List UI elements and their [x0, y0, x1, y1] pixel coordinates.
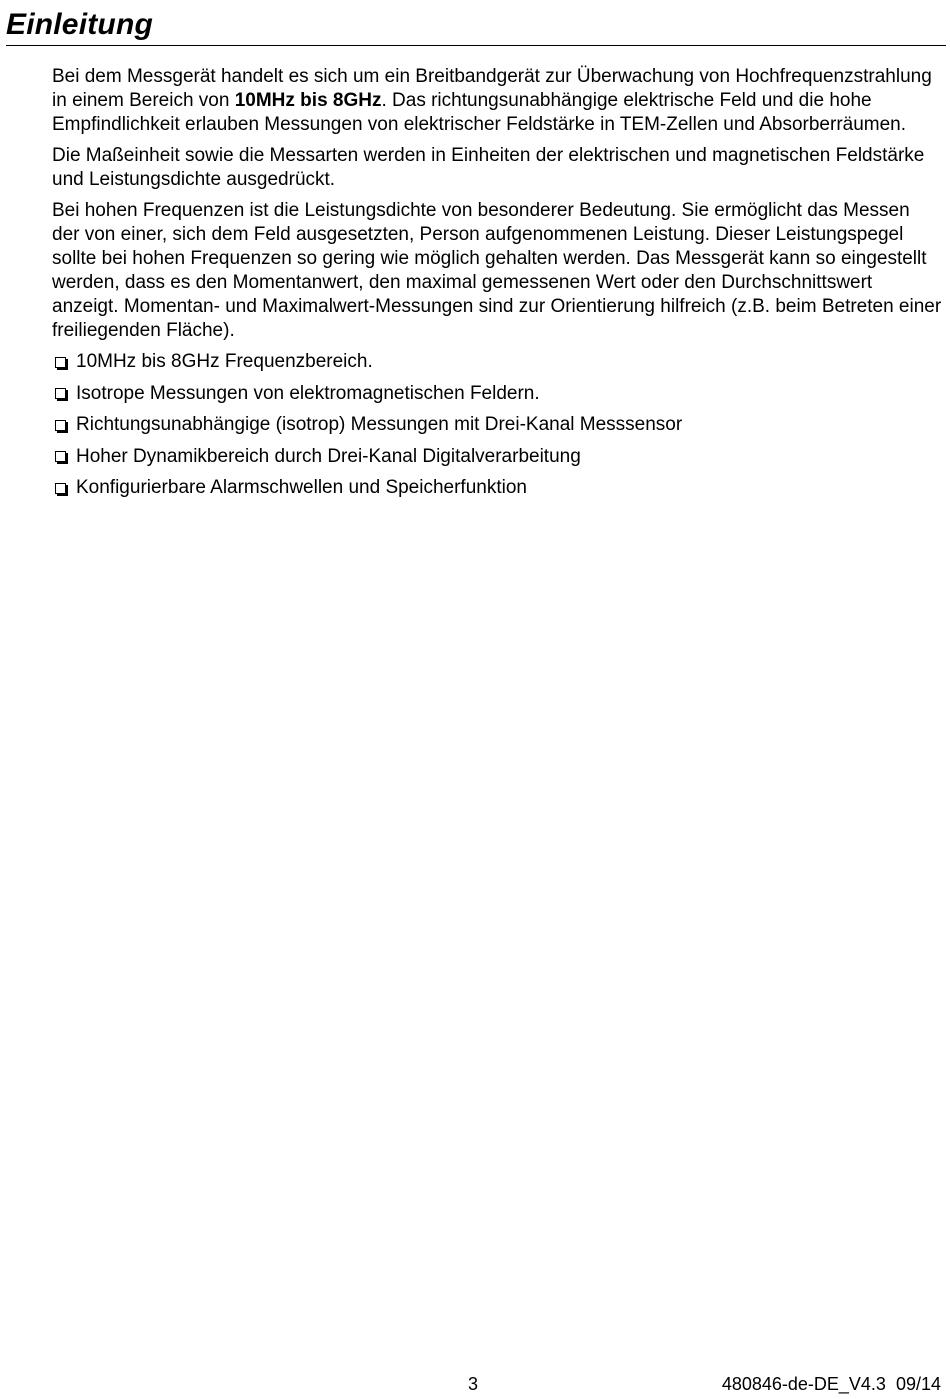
- section-heading: [6, 6, 946, 46]
- feature-list-item: [52, 413, 942, 437]
- checkbox-bullet-icon: [55, 451, 66, 462]
- feature-text: Hoher Dynamikbereich durch Drei-Kanal Digitalverarbeitung: [76, 445, 581, 467]
- checkbox-bullet-icon: [55, 388, 66, 399]
- intro-paragraph-3: Bei hohen Frequenzen ist die Leistungsdichte von besonderer Bedeutung. Sie ermöglicht das Messen der von einer, sich dem Feld ausgesetzten, Person aufgenommenen Leistung. Dieser Leistungspegel sollte bei hohen Frequenzen so gering wie möglich gehalten werden. Das Messgerät kann so eingestellt werden, dass es den Momentanwert, den maximal gemessenen Wert oder den Durchschnittswert anzeigt. Momentan- und Maximalwert-Messungen sind zur Orientierung hilfreich (z.B. beim Betreten einer freiliegenden Fläche).: [52, 200, 942, 341]
- page-title: Einleitung: [6, 8, 153, 41]
- checkbox-bullet-icon: [55, 483, 66, 494]
- feature-text: Isotrope Messungen von elektromagnetischen Feldern.: [76, 382, 540, 404]
- feature-list-item: [52, 445, 942, 469]
- intro-paragraph-1: [52, 65, 942, 137]
- document-body: [52, 65, 942, 508]
- document-id: 480846-de-DE_V4.3 09/14: [721, 1374, 941, 1394]
- intro-paragraph-2: Die Maßeinheit sowie die Messarten werden in Einheiten der elektrischen und magnetischen Feldstärke und Leistungsdichte ausgedrückt.: [52, 145, 925, 190]
- feature-text: 10MHz bis 8GHz Frequenzbereich.: [76, 351, 373, 372]
- frequency-range-bold: 10MHz bis 8GHz: [234, 90, 382, 111]
- feature-list-item: [52, 350, 942, 374]
- checkbox-bullet-icon: [55, 357, 66, 368]
- feature-list-item: [52, 382, 942, 406]
- checkbox-bullet-icon: [55, 420, 66, 431]
- feature-text: Konfigurierbare Alarmschwellen und Speicherfunktion: [76, 477, 527, 498]
- feature-text: Richtungsunabhängige (isotrop) Messungen mit Drei-Kanal Messsensor: [76, 414, 683, 435]
- feature-list: [52, 350, 942, 500]
- feature-list-item: [52, 476, 942, 500]
- intro-paragraph-1-text-b: . Das richtungsunabhängige elektrische Feld und die hohe Empfindlichkeit erlauben Messungen von elektrischer Feldstärke in TEM-Zellen und Absorberräumen.: [52, 90, 907, 135]
- intro-paragraph-1-text-a: Bei dem Messgerät handelt es sich um ein Breitbandgerät zur Überwachung von Hochfrequenzstrahlung in einem Bereich von: [52, 66, 932, 111]
- page-number: 3: [468, 1374, 479, 1394]
